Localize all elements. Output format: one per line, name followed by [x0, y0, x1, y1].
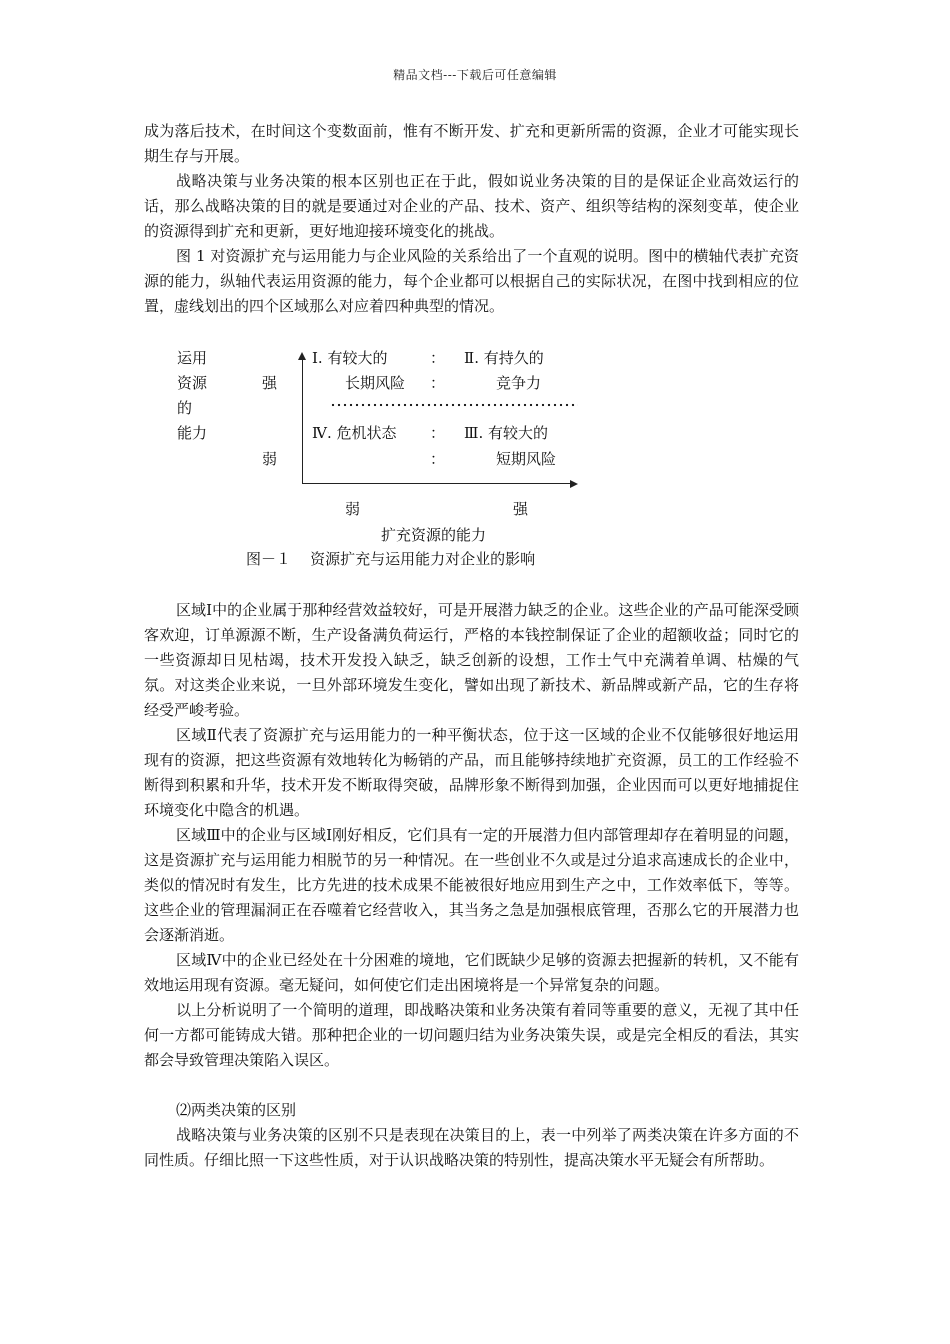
x-axis-line — [302, 483, 570, 484]
colon-4: ： — [430, 450, 446, 468]
y-axis-label-line-4: 能力 — [177, 424, 208, 442]
region-2-line-2: 竞争力 — [496, 374, 542, 392]
y-axis-line — [302, 360, 303, 484]
paragraph-region-1: 区域Ⅰ中的企业属于那种经营效益较好，可是开展潜力缺乏的企业。这些企业的产品可能深受顾客欢迎，订单源源不断，生产设备满负荷运行，严格的本钱控制保证了企业的超额收益；同时它的一些资源却日见枯竭，技术开发投入缺乏，缺乏创新的设想，工作士气中充满着单调、枯燥的气氛。对这类企业来说，一旦外部环境发生变化，譬如出现了新技术、新品牌或新产品，它的生存将经受严峻考验。 — [144, 601, 799, 719]
y-axis-arrow-icon — [298, 352, 306, 360]
colon-2: ： — [430, 374, 446, 392]
paragraph-region-2: 区域Ⅱ代表了资源扩充与运用能力的一种平衡状态，位于这一区域的企业不仅能够很好地运用现有的资源，把这些资源有效地转化为畅销的产品，而且能够持续地扩充资源，员工的工作经验不断得到积累和升华，技术开发不断取得突破，品牌形象不断得到加强，企业因而可以更好地捕捉住环境变化中隐含的机遇。 — [144, 726, 799, 819]
x-weak-label: 弱 — [345, 500, 361, 518]
y-weak-label: 弱 — [262, 450, 278, 468]
paragraph-summary: 以上分析说明了一个简明的道理，即战略决策和业务决策有着同等重要的意义，无视了其中任何一方都可能铸成大错。那种把企业的一切问题归结为业务决策失误，或是完全相反的看法，其实都会导致管理决策陷入误区。 — [144, 1001, 799, 1069]
y-axis-label-line-2: 资源 — [177, 374, 208, 392]
colon-3: ： — [430, 424, 446, 442]
page-header: 精品文档---下载后可任意编辑 — [393, 68, 557, 82]
paragraph-last: 战略决策与业务决策的区别不只是表现在决策目的上，表一中列举了两类决策在许多方面的不同性质。仔细比照一下这些性质，对于认识战略决策的特别性，提高决策水平无疑会有所帮助。 — [144, 1126, 799, 1169]
paragraph-3: 图 1 对资源扩充与运用能力与企业风险的关系给出了一个直观的说明。图中的横轴代表扩充资源的能力，纵轴代表运用资源的能力，每个企业都可以根据自己的实际状况，在图中找到相应的位置，虚线划出的四个区域那么对应着四种典型的情况。 — [144, 247, 799, 315]
region-2-line-1: Ⅱ. 有持久的 — [464, 349, 544, 367]
colon-1: ： — [430, 349, 446, 367]
x-axis-arrow-icon — [570, 480, 578, 488]
x-axis-label: 扩充资源的能力 — [381, 526, 487, 544]
region-3-line-2: 短期风险 — [496, 450, 557, 468]
y-strong-label: 强 — [262, 374, 278, 392]
region-3-line-1: Ⅲ. 有较大的 — [464, 424, 549, 442]
region-divider-dotted-line — [330, 403, 578, 407]
paragraph-2: 战略决策与业务决策的根本区别也正在于此，假如说业务决策的目的是保证企业高效运行的话，那么战略决策的目的就是要通过对企业的产品、技术、资产、组织等结构的深刻变革，使企业的资源得到扩充和更新，更好地迎接环境变化的挑战。 — [144, 172, 799, 240]
section-heading: ⑵两类决策的区别 — [176, 1101, 297, 1119]
region-1-line-1: Ⅰ. 有较大的 — [312, 349, 388, 367]
y-axis-label-line-1: 运用 — [177, 349, 208, 367]
paragraph-region-3: 区域Ⅲ中的企业与区域Ⅰ刚好相反，它们具有一定的开展潜力但内部管理却存在着明显的问题，这是资源扩充与运用能力相脱节的另一种情况。在一些创业不久或是过分追求高速成长的企业中，类似的情况时有发生，比方先进的技术成果不能被很好地应用到生产之中，工作效率低下，等等。这些企业的管理漏洞正在吞噬着它经营收入，其当务之急是加强根底管理，否那么它的开展潜力也会逐渐消逝。 — [144, 826, 799, 944]
x-strong-label: 强 — [513, 500, 529, 518]
figure-caption: 图－１ 资源扩充与运用能力对企业的影响 — [246, 550, 536, 568]
paragraph-region-4: 区域Ⅳ中的企业已经处在十分困难的境地，它们既缺少足够的资源去把握新的转机，又不能有效地运用现有资源。毫无疑问，如何使它们走出困境将是一个异常复杂的问题。 — [144, 951, 799, 994]
y-axis-label-line-3: 的 — [177, 399, 193, 417]
region-1-line-2: 长期风险 — [345, 374, 406, 392]
region-4-label: Ⅳ. 危机状态 — [312, 424, 397, 442]
paragraph-1: 成为落后技术，在时间这个变数面前，惟有不断开发、扩充和更新所需的资源，企业才可能实现长期生存与开展。 — [144, 122, 799, 165]
